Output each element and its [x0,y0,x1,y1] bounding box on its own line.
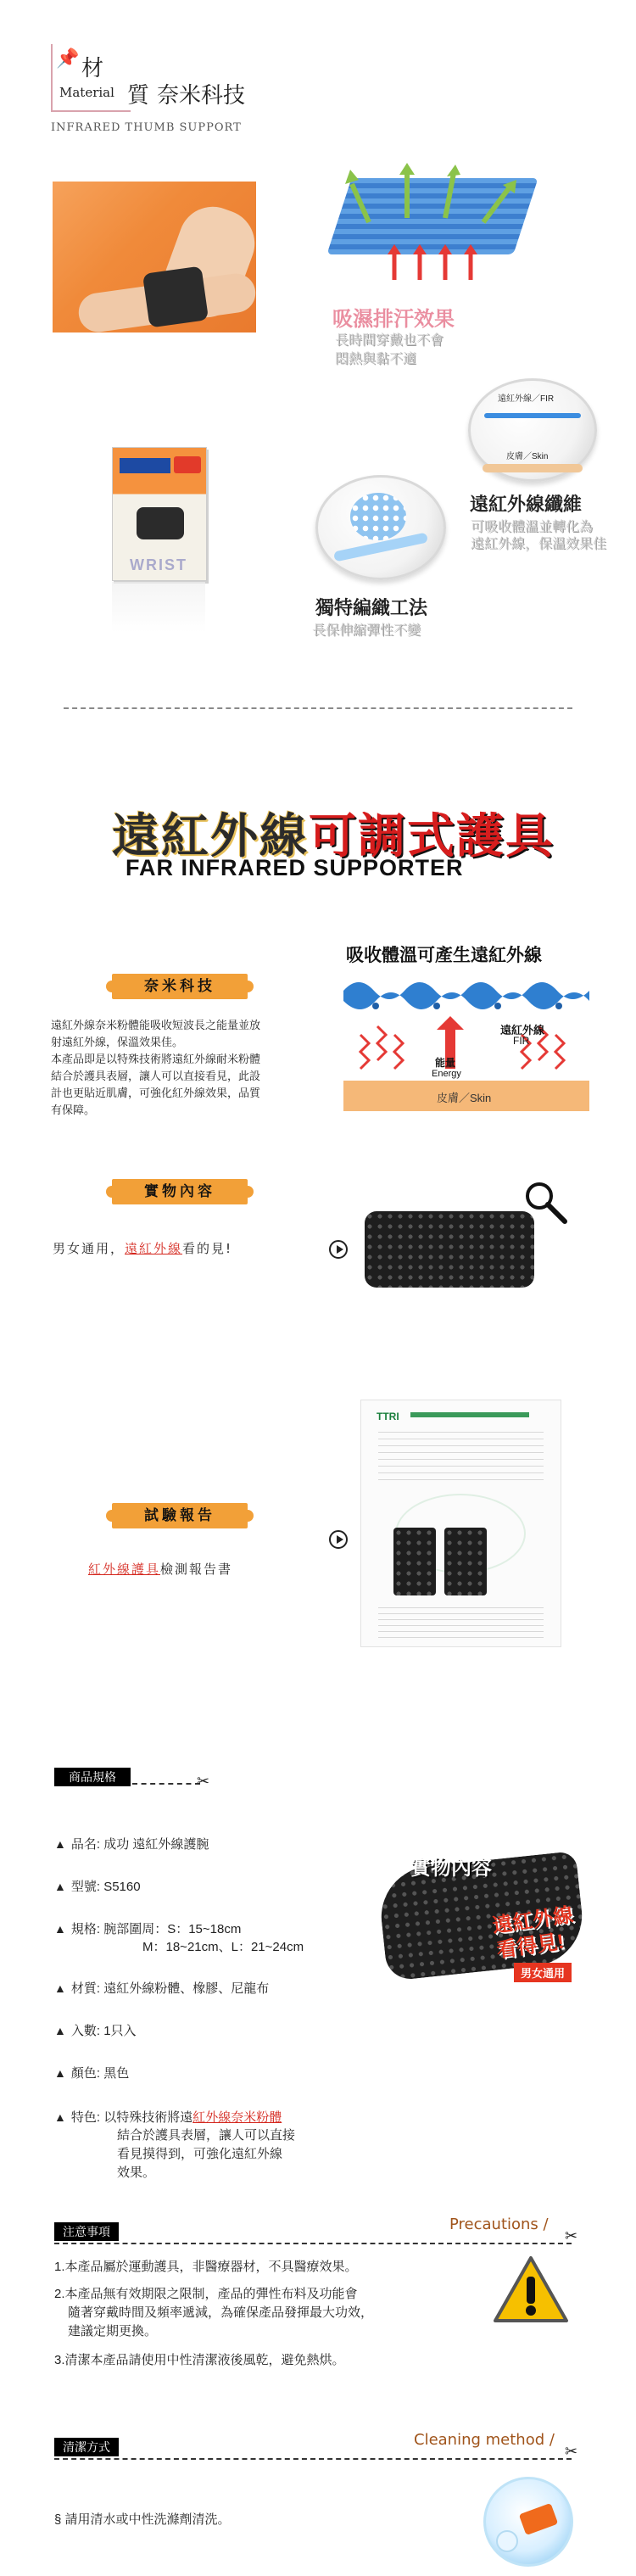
scissors-icon: ✂ [565,2227,578,2244]
sticker-line-1: 遠紅外線 [491,1903,575,1938]
play-icon[interactable] [329,1530,348,1549]
fir-diagram-circle: 遠紅外線／FIR 皮膚／Skin [468,378,597,482]
soap-bubble-icon [483,2477,573,2567]
report-text: 紅外線護具檢測報告書 [88,1562,233,1577]
cleaning-heading-en: Cleaning method / [414,2431,555,2449]
main-title-part-b: 可調式護具 [309,809,555,864]
fir-label-en: FIR [513,1035,530,1047]
header-zh-quality: 質 [127,83,150,109]
fir-diagram [343,967,589,1111]
notes-heading: 注意事項 [54,2222,119,2241]
header-subtitle: INFRARED THUMB SUPPORT [51,121,242,134]
airflow-arrows-icon [335,163,530,282]
scissors-icon: ✂ [565,2443,578,2460]
fir-fiber-title: 遠紅外線纖維 [470,494,583,515]
header-zh-material: 材 [81,56,104,81]
section-divider [64,707,572,709]
fir-diagram-title: 吸收體溫可產生遠紅外線 [346,946,542,965]
nano-badge: 奈米科技 [112,974,248,999]
weave-diagram-circle [315,475,446,580]
box-label: WRIST [130,556,187,573]
test-report-document [360,1400,561,1647]
warning-icon [492,2255,570,2326]
header-en-material: Material [59,85,114,100]
fir-fiber-desc-1: 可吸收體溫並轉化為 [471,520,594,534]
box-reflection [112,582,205,633]
main-title-en: FAR INFRARED SUPPORTER [126,855,464,880]
sweat-desc-1: 長時間穿戴也不會 [335,333,444,348]
weave-title: 獨特編織工法 [315,597,428,618]
fabric-sample-image [365,1211,534,1288]
sticker-title: 實物內容 [410,1857,492,1880]
notes-heading-en: Precautions / [449,2216,549,2233]
spec-model: ▲ 型號: S5160 [54,1880,141,1894]
energy-label-en: Energy [432,1069,461,1079]
content-text: 男女通用，遠紅外線看的見! [53,1241,233,1256]
note-line: 建議定期更換。 [68,2324,158,2339]
product-wearing-photo [53,182,256,332]
sticker-line-2: 看得見! [494,1930,566,1963]
spec-material: ▲ 材質: 遠紅外線粉體、橡膠、尼龍布 [54,1981,270,1996]
sweat-desc-2: 悶熱與黏不適 [335,352,417,366]
product-box [112,447,207,581]
spec-divider [132,1783,200,1785]
spec-feature: ▲ 特色: 以特殊技術將遠紅外線奈米粉體 [54,2110,282,2125]
fir-label: 遠紅外線 [500,1024,545,1037]
note-line: 隨著穿戴時間及頻率遞減，為確保產品發揮最大功效， [68,2305,374,2320]
spec-name: ▲ 品名: 成功 遠紅外線護腕 [54,1837,209,1852]
note-line: 1.本產品屬於運動護具，非醫療器材，不具醫療效果。 [54,2260,358,2274]
energy-label: 能量 [435,1057,456,1069]
notes-divider [54,2243,572,2244]
skin-label: 皮膚／Skin [437,1092,492,1104]
spec-size-2: M：18~21cm、L：21~24cm [142,1940,304,1954]
scissors-icon: ✂ [197,1773,210,1790]
fir-fiber-desc-2: 遠紅外線，保溫效果佳 [471,537,607,551]
note-line: 2.本產品無有效期限之限制，產品的彈性布料及功能會 [54,2287,358,2301]
main-title-part-a: 遠紅外線 [112,809,309,864]
magnifier-icon [522,1179,570,1227]
sweat-title: 吸濕排汗效果 [332,308,455,331]
spec-size: ▲ 規格: 腕部圍周：S：15~18cm [54,1922,242,1936]
cleaning-heading: 清潔方式 [54,2438,119,2456]
spec-color: ▲ 顏色: 黑色 [54,2066,130,2081]
cleaning-divider [54,2458,572,2460]
spec-feature-2: 結合於護具表層，讓人可以直接 [117,2128,296,2143]
doc-logo: TTRI [377,1411,399,1422]
report-badge: 試驗報告 [112,1503,248,1528]
sticker-tag: 男女通用 [514,1963,572,1982]
play-icon[interactable] [329,1240,348,1259]
spec-feature-4: 效果。 [117,2165,156,2180]
header-brand: 奈米科技 [157,83,246,109]
spec-count: ▲ 入數: 1只入 [54,2024,137,2038]
spec-feature-3: 看見摸得到，可強化遠紅外線 [117,2147,283,2161]
cleaning-line: § 請用清水或中性洗滌劑清洗。 [54,2512,231,2527]
nano-paragraph: 遠紅外線奈米粉體能吸收短波長之能量並放 射遠紅外線，保溫效果佳。 本產品即是以特殊技術將遠紅外線耐米粉體 結合於護具表層，讓人可以直接看見，此設 計也更貼近肌膚，可強化紅外線效果，品質 有保障。 [51,1020,261,1117]
pin-icon: 📌 [56,47,80,69]
content-badge: 實物內容 [112,1179,248,1204]
note-line: 3.清潔本產品請使用中性清潔液後風乾，避免熱烘。 [54,2353,345,2367]
weave-desc: 長保伸縮彈性不變 [312,623,421,638]
spec-heading: 商品規格 [54,1768,131,1786]
